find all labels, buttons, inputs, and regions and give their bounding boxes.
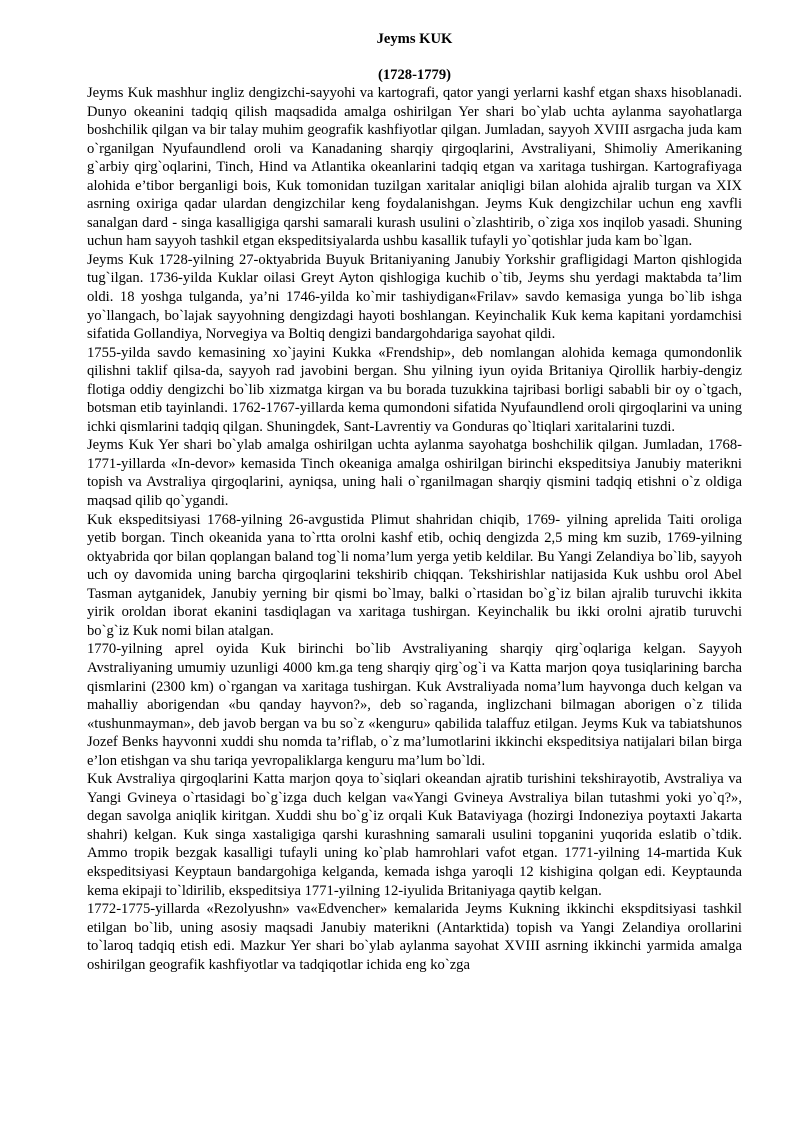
paragraph-navy-service: 1755-yilda savdo kemasining xo`jayini Kukka «Frendship», deb nomlangan alohida kemaga qumondonlik qilishni taklif qilsa-da, sayyoh rad javobini bergan. Shu yilning iyun oyida Britaniya Qirollik harbiy-dengiz flotiga oddiy dengizchi bo`lib xizmatga kirgan va bu borada tuzukkina tajribasi borligi sababli bir oy o`tgach, botsman etib tayinlandi. 1762-1767-yillarda kema qumondoni sifatida Nyufaundlend oroli qirgoqlarini va uning ichki qismlarini tadqiq qilgan. Shuningdek, Sant-Lavrentiy va Gonduras qo`ltiqlari xaritalarini tuzdi. — [87, 344, 742, 435]
paragraph-return: Kuk Avstraliya qirgoqlarini Katta marjon qoya to`siqlari okeandan ajratib turishini tekshirayotib, Avstraliya va Yangi Gvineya o`rtasidagi bo`g`izga duch kelgan va«Yangi Gvineya Avstraliya bilan tutashmi yoki yo`q?», degan savolga aniqlik kiritgan. Xuddi shu bo`g`iz orqali Kuk Bataviyaga (hozirgi Indoneziya poytaxti Jakarta shahri) kelgan. Kuk singa xastaligiga qarshi kurashning samarali usulini topganini yuqorida eslatib o`tdik. Ammo tropik bezgak kasalligi tufayli uning ko`plab hamrohlari vafot etgan. 1771-yilning 14-martida Kuk ekspeditsiyasi Keyptaun bandargohiga kelganda, kemada ishga yaroqli 12 kishigina qolgan edi. Keyptaunda kema ekipaji to`ldirilib, ekspeditsiya 1771-yilning 12-iyulida Britaniyaga qaytib kelgan. — [87, 771, 742, 899]
paragraph-intro: Jeyms Kuk mashhur ingliz dengizchi-sayyohi va kartografi, qator yangi yerlarni kashf etgan shaxs hisoblanadi. Dunyo okeanini tadqiq qilish maqsadida amalga oshirilgan Yer shari bo`ylab uchta aylanma sayohatlarga boshchilik qilgan va bir talay muhim geografik kashfiyotlar qilgan. Jumladan, sayyoh XVIII asrgacha juda kam o`rganilgan Nyufaundlend oroli va Kanadaning sharqiy qirgoqlarini, Avstraliyani, Shimoliy Amerikaning g`arbiy qirg`oqlarini, Tinch, Hind va Atlantika okeanlarini tadqiq etgan va xaritaga tushirgan. Kartografiyaga alohida e’tibor berganligi bois, Kuk tomonidan tuzilgan xaritalar aniqligi bilan alohida ajralib turgan va XIX asrning oxiriga qadar ulardan dengizchilar keng foydalanishgan. Jeyms Kuk dengizchilar uchun eng xavfli sanalgan dard - singa kasalligiga qarshi samarali kurash usulini o`zlashtirib, o`ziga xos inqilob yasadi. Shuning uchun ham sayyoh tashkil etgan ekspeditsiyalarda ushbu kasallik tufayli yo`qotishlar juda kam bo`lgan. — [87, 85, 742, 250]
document-page — [87, 30, 742, 974]
paragraph-early-life: Jeyms Kuk 1728-yilning 27-oktyabrida Buyuk Britaniyaning Janubiy Yorkshir grafligidagi Marton qishlogida tug`ilgan. 1736-yilda Kuklar oilasi Greyt Ayton qishlogiga kuchib o`tib, Jeyms shu yerdagi maktabda ta’lim oldi. 18 yoshga tulganda, ya’ni 1746-yilda ko`mir tashiydigan«Frilav» savdo kemasiga yunga bo`lib ishga yo`llangach, bo`lajak sayyohning dengizdagi hayoti boshlangan. Keyinchalik Kuk kema kapitani yordamchisi sifatida Gollandiya, Norvegiya va Boltiq dengizi bandargohdariga sayohat qildi. — [87, 251, 742, 343]
paragraph-second-voyage: 1772-1775-yillarda «Rezolyushn» va«Edvencher» kemalarida Jeyms Kukning ikkinchi ekspditsiyasi tashkil etilgan bo`lib, uning asosiy maqsadi Janubiy materikni (Antarktida) topish va Yangi Zelandiya orollarini to`laroq tadqiq etish edi. Mazkur Yer shari bo`ylab aylanma sayohat XVIII asrning ikkinchi yarmida amalga oshirilgan geografik kashfiyotlar va tadqiqotlar ichida eng ko`zga — [87, 901, 742, 973]
paragraph-new-zealand: Kuk ekspeditsiyasi 1768-yilning 26-avgustida Plimut shahridan chiqib, 1769- yilning aprelida Taiti oroliga yetib borgan. Tinch okeanida yana to`rtta orolni kashf etib, ochiq dengizda 2,5 ming km suzib, 1769-yilning oktyabrida qor bilan qoplangan baland tog`li noma’lum yerga yetib keldilar. Bu Yangi Zelandiya bo`lib, sayyoh uch oy davomida uning barcha qirgoqlarini tekshirib chiqqan. Tekshirishlar natijasida Kuk ushbu orol Abel Tasman aytganidek, Janubiy yerning bir qismi bo`lmay, balki o`rtasidan bo`g`iz bilan ajralib turuvchi ikkita yirik oroldan iborat ekanini tasdiqlagan va xaritaga tushirgan. Keyinchalik bu ikki orolni ajratib turuvchi bo`g`iz Kuk nomi bilan atalgan. — [87, 511, 742, 639]
paragraph-first-voyage: Jeyms Kuk Yer shari bo`ylab amalga oshirilgan uchta aylanma sayohatga boshchilik qilgan. Jumladan, 1768-1771-yillarda «In-devor» kemasida Tinch okeaniga amalga oshirilgan birinchi ekspeditsiya Janubiy materikni topish va Avstraliya qirgoqlarini, ayniqsa, uning hali o`rganilmagan sharqiy qismini tadqiq etishni o`z oldiga maqsad qilib qo`ygandi. — [87, 437, 742, 510]
document-title: Jeyms KUK — [376, 31, 453, 47]
paragraph-australia: 1770-yilning aprel oyida Kuk birinchi bo`lib Avstraliyaning sharqiy qirg`oqlariga kelgan. Sayyoh Avstraliyaning umumiy uzunligi 4000 km.ga teng sharqiy qirg`og`i va Katta marjon qoya tusiqlarining barcha qismlarini (2300 km) o`rgangan va xaritaga tushirgan. Kuk Avstraliyada noma’lum hayvonga duch kelgan va mahalliy aborigendan «bu qanday hayvon?», deb so`raganda, inglizchani bilmagan aborigen o`z tilida «tushunmayman», deb javob bergan va bu so`z «kenguru» qabilida talaffuz etilgan. Jeyms Kuk va tabiatshunos Jozef Benks hayvonni xuddi shu nomda ta’riflab, o`z ma’lumotlarini ikkinchi ekspeditsiya natijalari bilan birga e’lon etishgan va shu tariqa yevropaliklarga kenguru ma’lum bo`ldi. — [87, 641, 742, 769]
document-years: (1728-1779) — [378, 67, 451, 83]
